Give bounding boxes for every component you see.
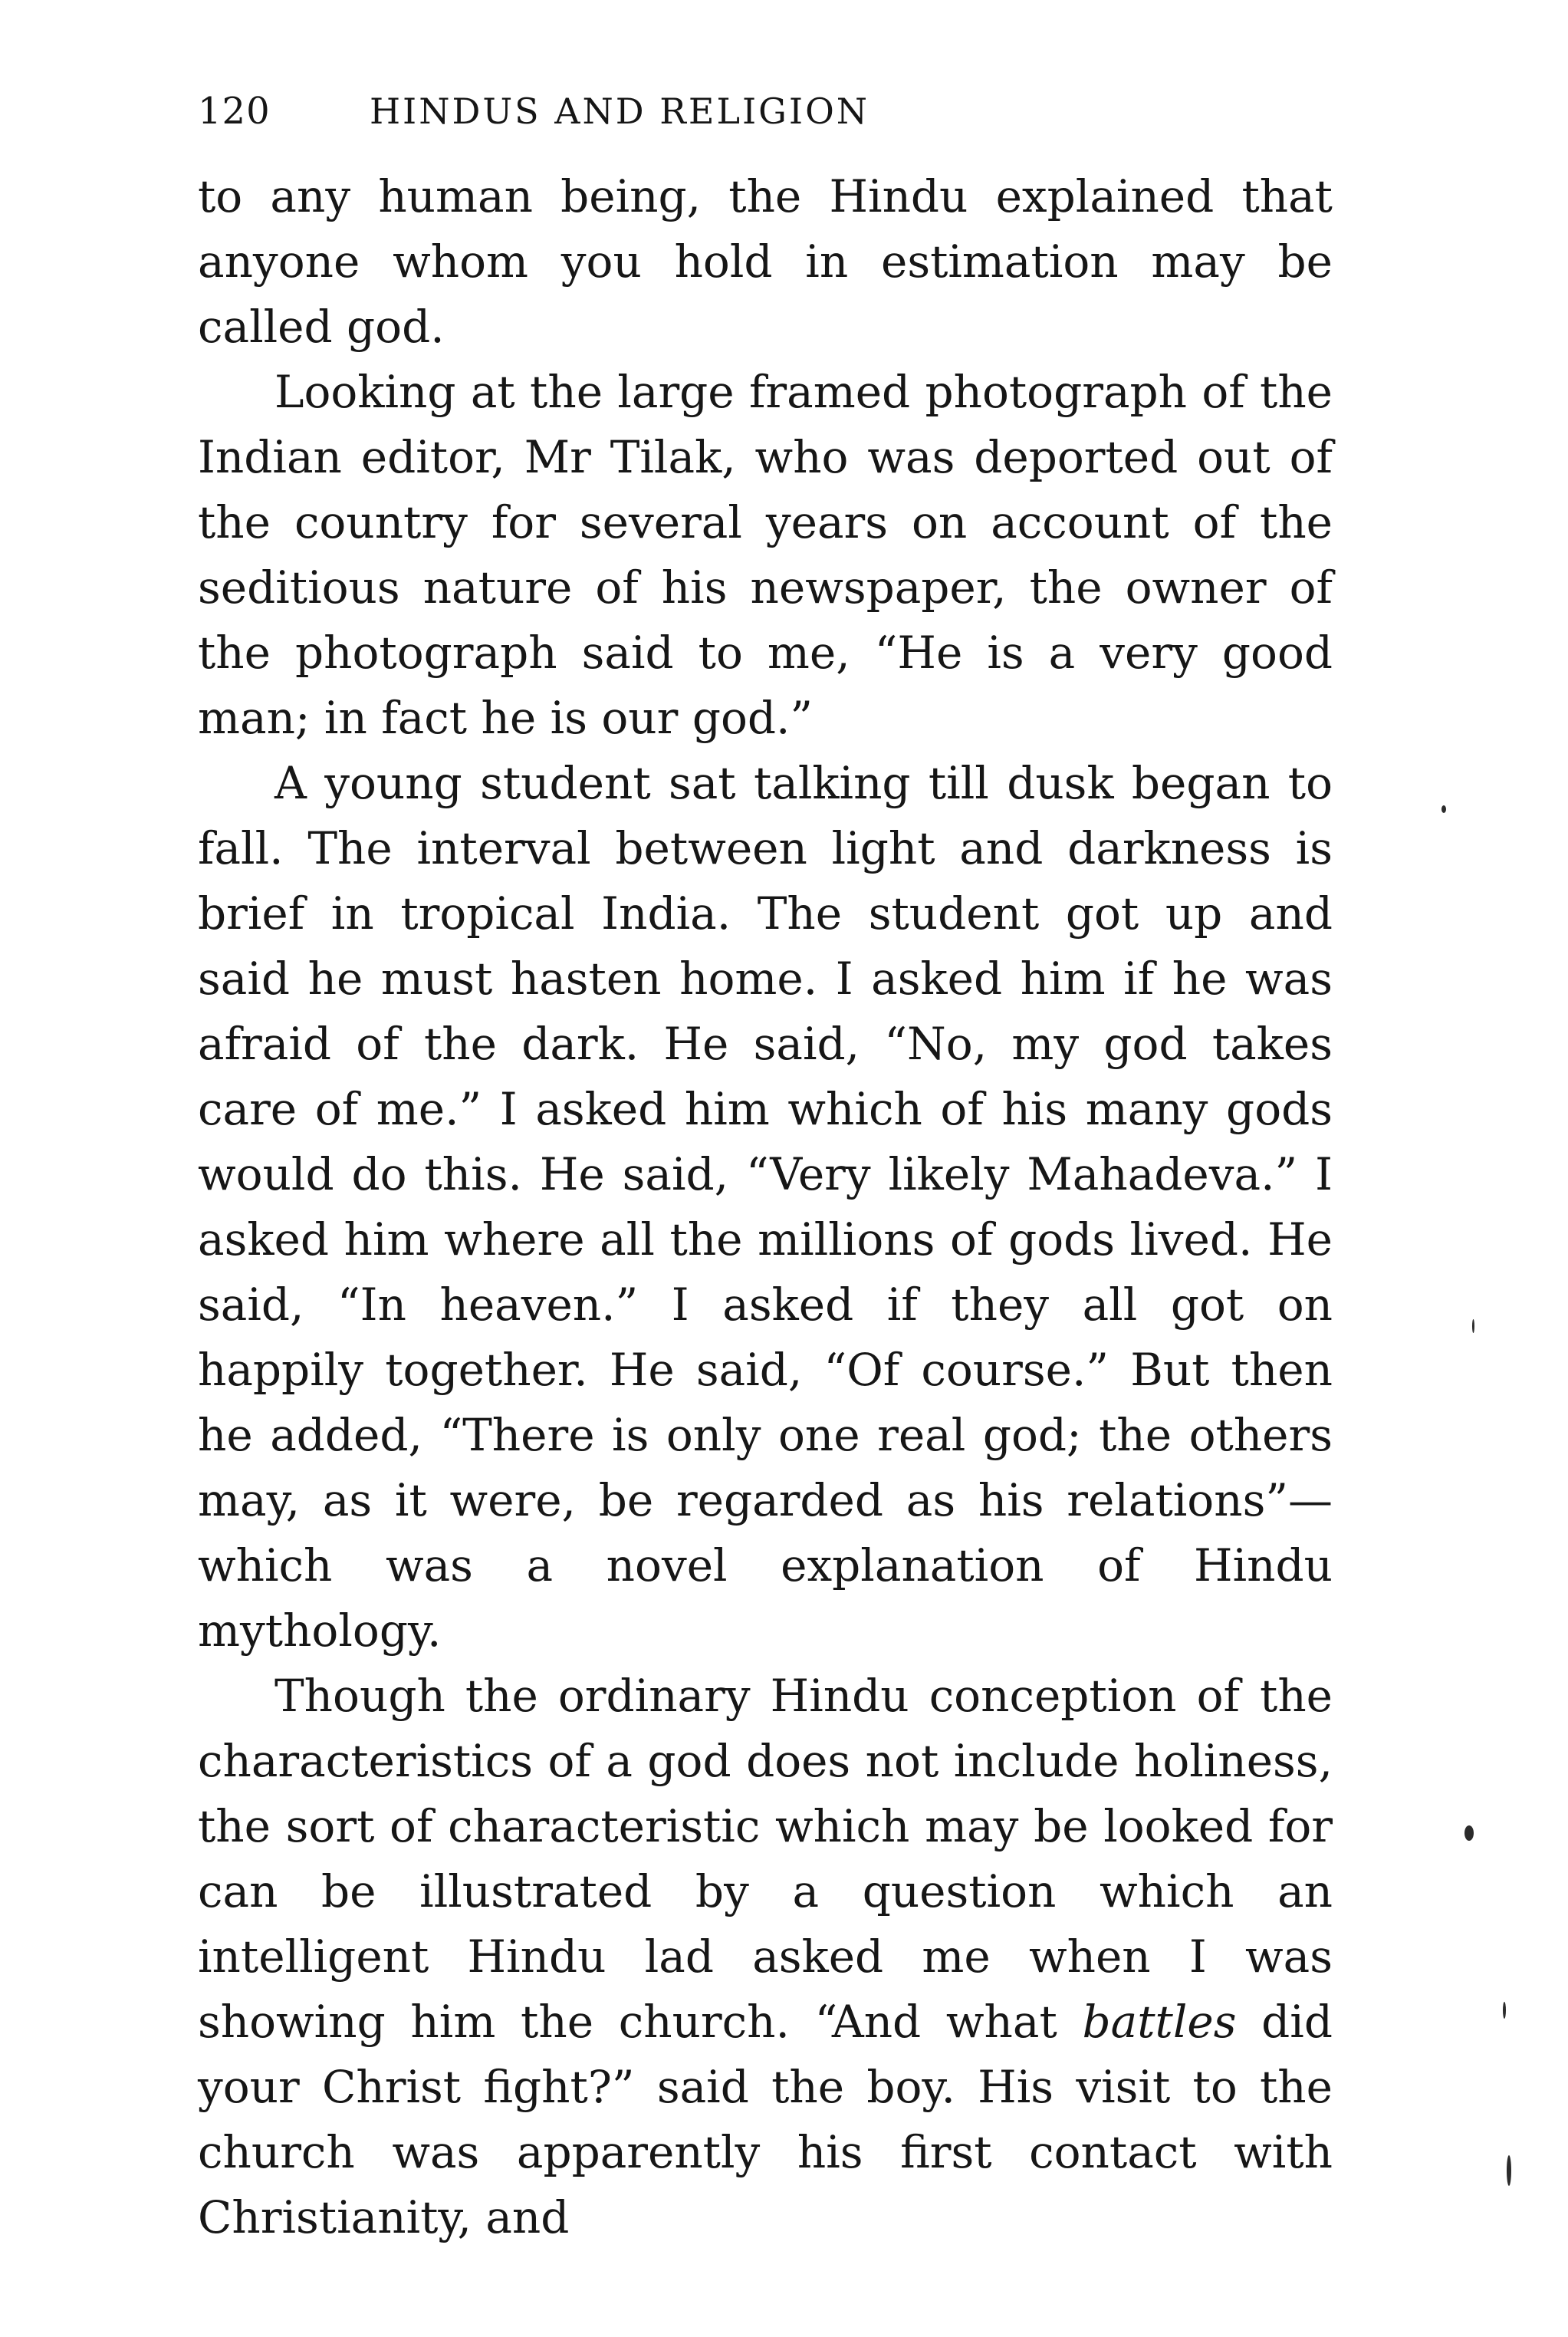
scan-speck — [1464, 1825, 1474, 1841]
paragraph-tilak-photograph: Looking at the large framed photograph of the Indian editor, Mr Tilak, who was deported out of the country for several years on account of the seditious nature of his newspaper, the owner of the photograph said to me, “He is a very good man; in fact he is our god.” — [198, 366, 1333, 744]
running-title: HINDUS AND RELIGION — [369, 91, 870, 132]
paragraph-hindu-lad — [198, 1664, 1333, 2250]
paragraph-continuation: to any human being, the Hindu explained that anyone whom you hold in estimation may be called god. — [198, 170, 1333, 353]
emphasized-word: battles — [1082, 1996, 1237, 2048]
paragraph-text-after: did your Christ fight?” said the boy. His visit to the church was apparently his first contact with Christianity, and — [198, 1996, 1333, 2243]
scan-speck — [1507, 2155, 1511, 2186]
scan-specks — [1426, 767, 1533, 2224]
scan-speck — [1503, 2002, 1506, 2019]
scan-speck — [1441, 805, 1446, 813]
body-text — [198, 164, 1333, 2250]
paragraph-text-before: Though the ordinary Hindu conception of the characteristics of a god does not include holiness, the sort of characteristic which may be looked for can be illustrated by a question which an intelligent Hindu lad asked me when I was showing him the church. “And what — [198, 1670, 1333, 2048]
paragraph-young-student: A young student sat talking till dusk began to fall. The interval between light and darkness is brief in tropical India. The student got up and said he must hasten home. I asked him if he was afraid of the dark. He said, “No, my god takes care of me.” I asked him which of his many gods would do this. He said, “Very likely Mahadeva.” I asked him where all the millions of gods lived. He said, “In heaven.” I asked if they all got on happily together. He said, “Of course.” But then he added, “There is only one real god; the others may, as it were, be regarded as his relations”—which was a novel explanation of Hindu mythology. — [198, 757, 1333, 1657]
page-number: 120 — [198, 90, 271, 133]
running-head — [198, 81, 1333, 142]
scan-speck — [1472, 1319, 1474, 1333]
